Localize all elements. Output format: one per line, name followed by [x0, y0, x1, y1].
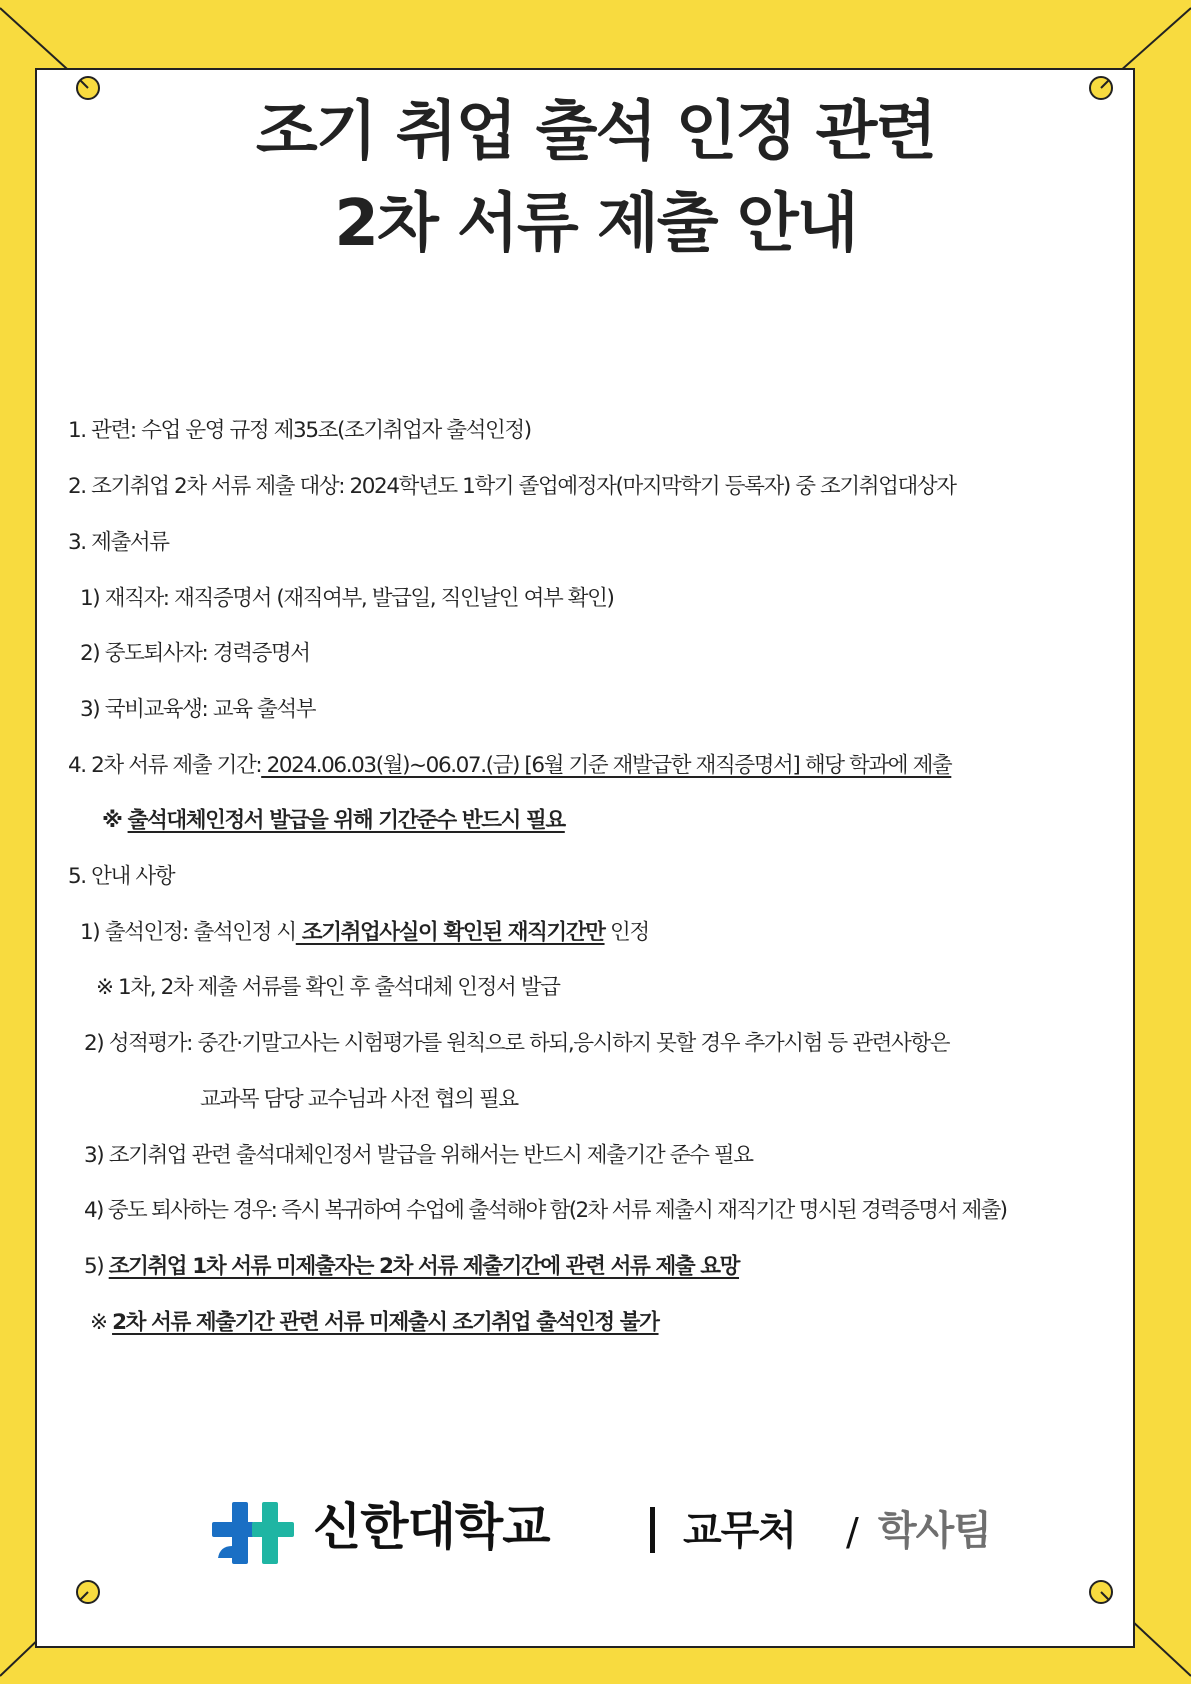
item-4-label: 4. 2차 서류 제출 기간:	[68, 753, 262, 778]
item-4	[68, 755, 951, 777]
item-5-note	[90, 1312, 659, 1334]
note-mark: ※	[90, 1310, 113, 1335]
shinhan-logo-icon	[212, 1502, 294, 1564]
university-name: 신한대학교	[313, 1498, 550, 1556]
department-name: 교무처	[683, 1508, 796, 1554]
item-5-note-text: 2차 서류 제출기간 관련 서류 미제출시 조기취업 출석인정 불가	[112, 1310, 659, 1335]
item-5: 5. 안내 사항	[68, 864, 175, 889]
note-mark: ※	[102, 808, 128, 833]
item-1: 1. 관련: 수업 운영 규정 제35조(조기취업자 출석인정)	[68, 418, 531, 443]
item-5-5	[84, 1256, 739, 1278]
item-5-2: 2) 성적평가: 중간·기말고사는 시험평가를 원칙으로 하되,응시하지 못할 경우 추가시험 등 관련사항은	[84, 1031, 950, 1056]
item-5-1-note: ※ 1차, 2차 제출 서류를 확인 후 출석대체 인정서 발급	[96, 975, 560, 1000]
pin-icon	[77, 77, 1112, 1603]
item-4-note	[102, 810, 565, 832]
page-title-line2: 2차 서류 제출 안내	[334, 187, 857, 261]
item-5-1-suffix: 인정	[604, 920, 649, 945]
item-3-1: 1) 재직자: 재직증명서 (재직여부, 발급일, 직인날인 여부 확인)	[80, 586, 614, 611]
item-5-1-prefix: 1) 출석인정: 출석인정 시	[80, 920, 296, 945]
item-5-5-text: 조기취업 1차 서류 미제출자는 2차 서류 제출기간에 관련 서류 제출 요망	[108, 1254, 740, 1279]
item-5-2-cont: 교과목 담당 교수님과 사전 협의 필요	[200, 1087, 518, 1112]
item-4-period: 2024.06.03(월)~06.07.(금) [6월 기준 재발급한 재직증명서] 해당 학과에 제출	[261, 753, 952, 778]
footer-divider	[650, 1507, 655, 1553]
item-2: 2. 조기취업 2차 서류 제출 대상: 2024학년도 1학기 졸업예정자(마지막학기 등록자) 중 조기취업대상자	[68, 474, 956, 499]
item-5-1-emphasis: 조기취업사실이 확인된 재직기간만	[295, 920, 605, 945]
footer-separator: /	[846, 1510, 859, 1554]
item-5-3: 3) 조기취업 관련 출석대체인정서 발급을 위해서는 반드시 제출기간 준수 필요	[84, 1143, 753, 1168]
item-3: 3. 제출서류	[68, 530, 169, 555]
item-4-note-text: 출석대체인정서 발급을 위해 기간준수 반드시 필요	[127, 808, 565, 833]
item-3-2: 2) 중도퇴사자: 경력증명서	[80, 641, 310, 666]
page-title-line1: 조기 취업 출석 인정 관련	[255, 95, 936, 169]
item-5-4: 4) 중도 퇴사하는 경우: 즉시 복귀하여 수업에 출석해야 함(2차 서류 제출시 재직기간 명시된 경력증명서 제출)	[84, 1198, 1007, 1223]
item-5-1	[80, 922, 649, 944]
item-3-3: 3) 국비교육생: 교육 출석부	[80, 697, 316, 722]
item-5-5-num: 5)	[84, 1254, 109, 1279]
team-name: 학사팀	[878, 1508, 991, 1554]
